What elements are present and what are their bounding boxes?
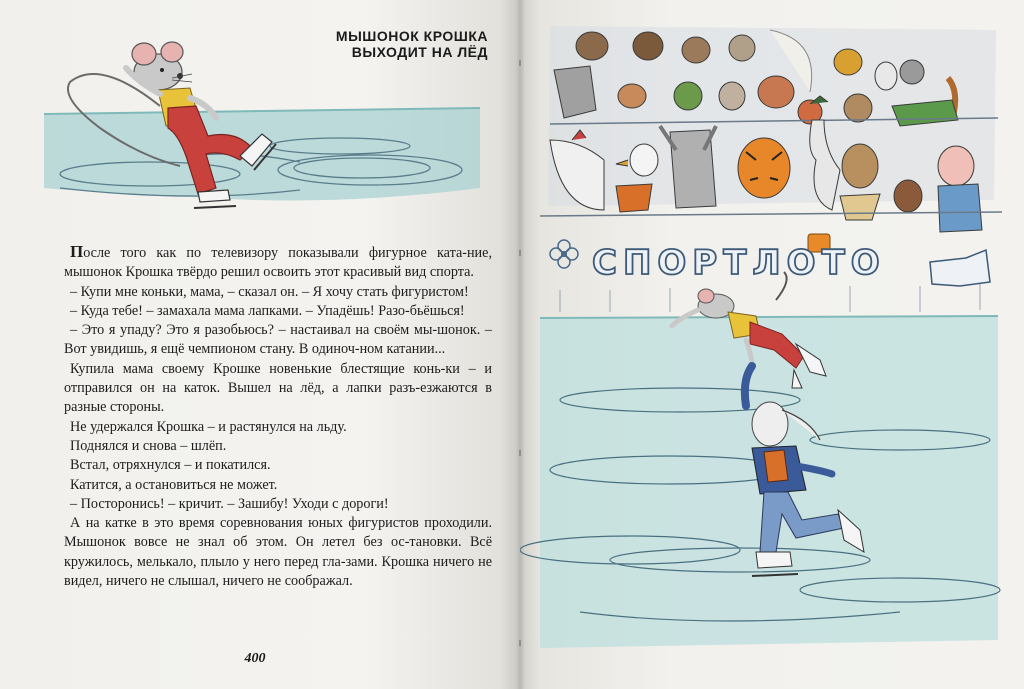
owl-spectator — [719, 82, 745, 110]
cat-spectator — [729, 35, 755, 61]
rabbit-skate — [756, 552, 792, 568]
paragraph-text: осле того как по телевизору показывали фигурное ката-ние, мышонок Крошка твёрдо решил освоить этот красивый вид спорта. — [64, 245, 492, 281]
cow-spectator — [758, 76, 794, 108]
mouse-skating-illustration — [40, 38, 480, 218]
paragraph: Не удержался Крошка – и растянулся на льду. — [70, 418, 347, 435]
pig-spectator — [938, 146, 974, 186]
paragraph — [64, 242, 492, 283]
goat-spectator — [900, 60, 924, 84]
page-number: 400 — [244, 651, 266, 666]
duck-spectator — [630, 144, 658, 176]
goose-spectator — [844, 94, 872, 122]
squirrel-spectator — [618, 84, 646, 108]
hare-spectator — [875, 62, 897, 90]
tiger-cub-spectator — [834, 49, 862, 75]
rink-boards — [560, 284, 980, 312]
sportloto-banner: СПОРТЛОТО — [592, 243, 886, 283]
pelican-spectator — [840, 194, 880, 220]
pointing-hand-icon — [930, 250, 990, 286]
paragraph: – Куда тебе! – замахала мама лапками. – Упадёшь! Разо-бьёшься! — [70, 302, 465, 319]
paragraph: – Посторонись! – кричит. – Зашибу! Уходи с дороги! — [70, 495, 389, 512]
fox-spectator — [616, 184, 652, 212]
paragraph: Купила мама своему Крошке новенькие блестящие конь-ки – и отправился он на каток. Вышел на лёд, а лапки разъ-езжаются в разные стороны. — [64, 360, 492, 416]
dog-spectator — [682, 37, 710, 63]
paragraph: – Это я упаду? Это я разобьюсь? – настаивал на своём мы-шонок. – Вот увидишь, я ещё чемпионом стану. В одиноч-ном катании... — [64, 322, 492, 358]
rabbit-head — [752, 402, 788, 446]
tiger-spectator — [738, 138, 790, 198]
drop-cap: П — [70, 242, 84, 261]
title-line-1: МЫШОНОК КРОШКА — [335, 28, 488, 44]
paragraph: Катится, а остановиться не может. — [70, 476, 278, 493]
deer-spectator — [842, 144, 878, 188]
paragraph: – Купи мне коньки, мама, – сказал он. – Я хочу стать фигуристом! — [70, 283, 469, 300]
paragraph: А на катке в это время соревнования юных фигуристов проходили. Мышонок вовсе не знал об этом. Он летел без ос-тановки. Всё кружилось, мелькало, плыло у него перед гла-зами. Крошка ничего не видел, ничего не слышал, ничего не соображал. — [64, 515, 492, 590]
title-line-2: ВЫХОДИТ НА ЛЁД — [351, 44, 488, 60]
monkey-spectator — [576, 32, 608, 60]
flower-icon — [550, 240, 578, 268]
rabbit-vest — [764, 450, 788, 482]
audience-and-skaters-illustration — [520, 0, 1024, 689]
bear-cub-spectator — [894, 180, 922, 212]
mouse-ear — [132, 43, 156, 65]
story-text — [64, 242, 492, 591]
parrot-spectator — [674, 82, 702, 110]
paragraph: Поднялся и снова – шлёп. — [70, 437, 227, 454]
pig-dress — [938, 184, 982, 232]
paragraph: Встал, отряхнулся – и покатился. — [70, 457, 271, 474]
bear-spectator — [633, 32, 663, 60]
